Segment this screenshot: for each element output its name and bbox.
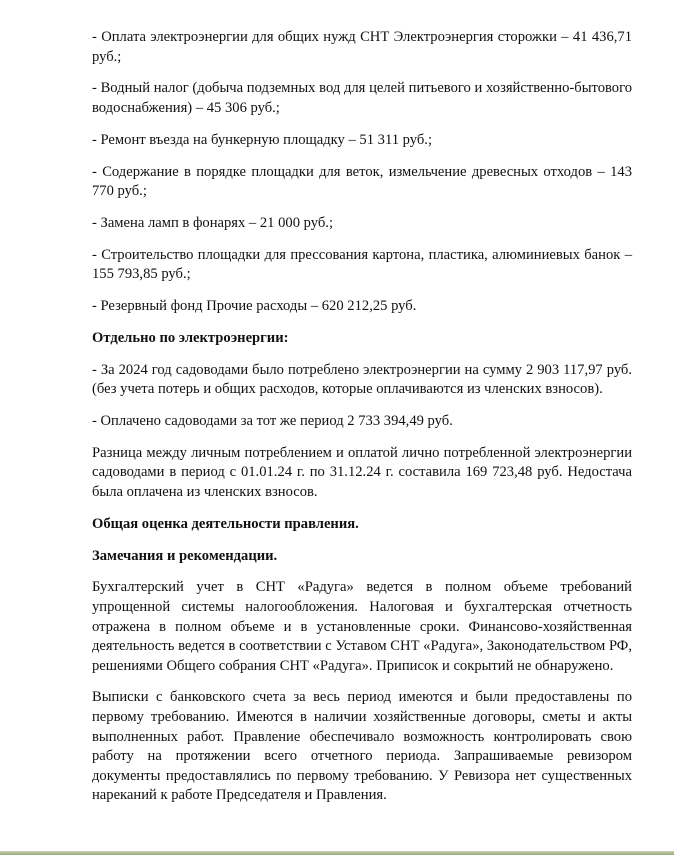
electricity-paid-paragraph: - Оплачено садоводами за тот же период 2 733 394,49 руб.: [92, 413, 453, 429]
expense-item-electricity-common: - Оплата электроэнергии для общих нужд СНТ Электроэнергия сторожки – 41 436,71 руб.;: [92, 29, 632, 65]
accounting-paragraph: Бухгалтерский учет в СНТ «Радуга» ведется в полном объеме требований упрощенной системы налогообложения. Налоговая и бухгалтерская отчетность отражена в полном объеме и в установленные сроки. Финансово-хозяйственная деятельность ведется в соответствии с Уставом СНТ «Радуга», Законодательством РФ, решениями Общего собрания СНТ «Радуга». Приписок и сокрытий не обнаружено.: [92, 579, 632, 674]
expense-item-entrance-repair: - Ремонт въезда на бункерную площадку – 51 311 руб.;: [92, 131, 433, 148]
electricity-consumed-paragraph: - За 2024 год садоводами было потреблено электроэнергии на сумму 2 903 117,97 руб. (без учета потерь и общих расходов, которые оплачиваются из членских взносов).: [92, 361, 632, 398]
expense-item-lamp-replacement: - Замена ламп в фонарях – 21 000 руб.;: [92, 214, 333, 231]
page-bottom-border: [0, 851, 674, 855]
expense-item-branches-site: - Содержание в порядке площадки для веток, измельчение древесных отходов – 143 770 руб.;: [92, 163, 632, 200]
assessment-heading: Общая оценка деятельности правления.: [92, 515, 359, 532]
expense-item-water-tax: - Водный налог (добыча подземных вод для целей питьевого и хозяйственно-бытового водоснабжения) – 45 306 руб.;: [92, 80, 632, 116]
bank-statements-paragraph: Выписки с банковского счета за весь период имеются и были предоставлены по первому требованию. Имеются в наличии хозяйственные договоры, сметы и акты выполненных работ. Правление обеспечивало возможность контролировать свою работу на протяжении всего отчетного периода. Запрашиваемые ревизором документы предоставлялись по первому требованию. У Ревизора нет существенных нареканий к работе Председателя и Правления.: [92, 689, 632, 804]
remarks-heading: Замечания и рекомендации.: [92, 547, 278, 564]
electricity-heading: Отдельно по электроэнергии:: [92, 329, 289, 346]
electricity-difference-paragraph: Разница между личным потреблением и оплатой лично потребленной электроэнергии садоводами в период с 01.01.24 г. по 31.12.24 г. составила 169 723,48 руб. Недостача была оплачена из членских взносов.: [92, 444, 632, 500]
expense-item-pressing-site: - Строительство площадки для прессования картона, пластика, алюминиевых банок – 155 793,85 руб.;: [92, 246, 632, 283]
document-page: [92, 28, 632, 818]
expense-item-reserve-fund: - Резервный фонд Прочие расходы – 620 212,25 руб.: [92, 298, 417, 315]
